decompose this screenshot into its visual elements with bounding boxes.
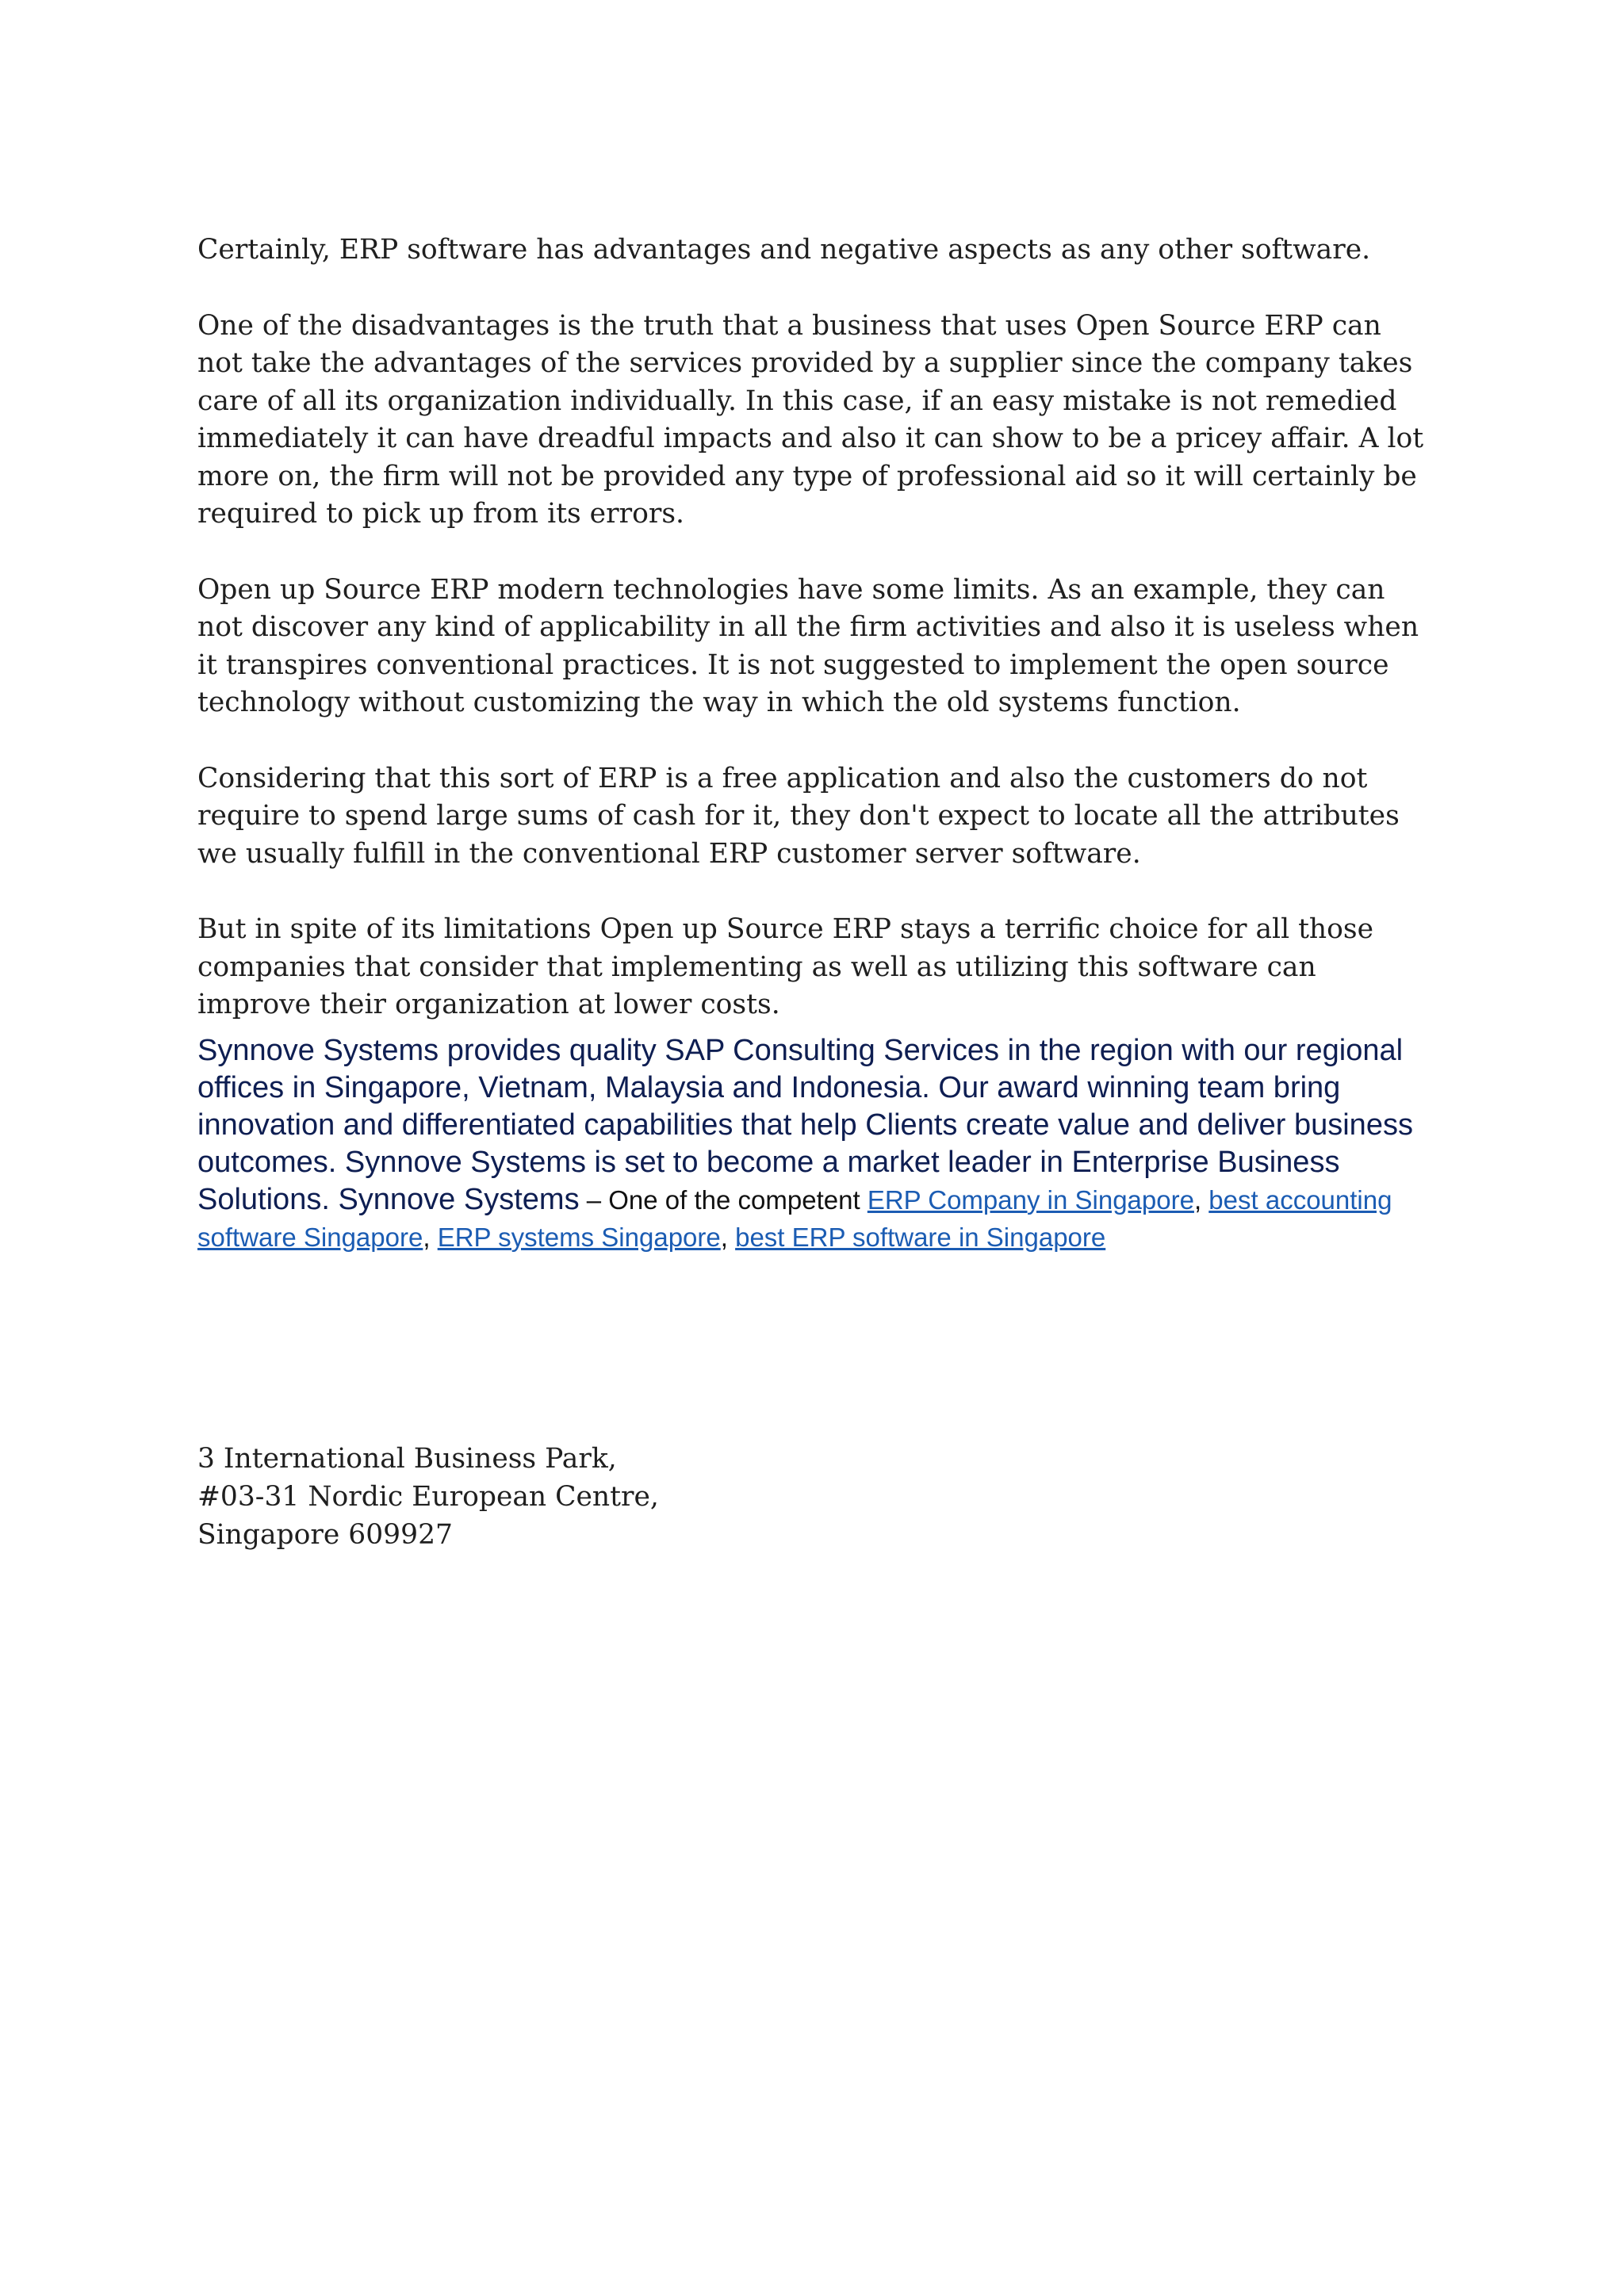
link-separator: , [720,1222,736,1252]
paragraph-free-application: Considering that this sort of ERP is a free application and also the customers do not require to spend large sums of cash for it, they don't expect to locate all the attributes we usually fulfill in the conventional ERP customer server software. [197,762,1400,870]
link-best-erp-software[interactable]: best ERP software in Singapore [735,1222,1106,1252]
address-line-3: Singapore 609927 [197,1519,453,1551]
address-line-1: 3 International Business Park, [197,1443,617,1475]
link-erp-systems-singapore[interactable]: ERP systems Singapore [437,1222,721,1252]
link-separator: , [1193,1184,1209,1215]
promo-text: Synnove Systems provides quality SAP Consulting Services in the region with our regional offices in Singapore, Vietnam, Malaysia and Indonesia. Our award winning team bring innovation and differentiated capabilities that help Clients create value and deliver business outcomes. Synnove Systems is set to become a market leader in Enterprise Business Solutions. Synnove Systems [197,1033,1413,1216]
company-address [197,1440,659,1554]
link-erp-company-singapore[interactable]: ERP Company in Singapore [867,1184,1194,1215]
address-line-2: #03-31 Nordic European Centre, [197,1481,659,1513]
promo-paragraph [197,1032,1434,1256]
link-separator: , [423,1222,438,1252]
paragraph-intro: Certainly, ERP software has advantages and negative aspects as any other software. [197,234,1371,266]
paragraph-disadvantages: One of the disadvantages is the truth that a business that uses Open Source ERP can not take the advantages of the services provided by a supplier since the company takes care of all its organization individually. In this case, if an easy mistake is not remedied immediately it can have dreadful impacts and also it can show to be a pricey affair. A lot more on, the firm will not be provided any type of professional aid so it will certainly be required to pick up from its errors. [197,309,1424,530]
document-body [197,232,1434,1256]
paragraph-conclusion: But in spite of its limitations Open up Source ERP stays a terrific choice for all those companies that consider that implementing as well as utilizing this software can improve their organization at lower costs. [197,913,1374,1020]
promo-dash-text: – One of the competent [579,1184,868,1215]
paragraph-limits: Open up Source ERP modern technologies have some limits. As an example, they can not discover any kind of applicability in all the firm activities and also it is useless when it transpires conventional practices. It is not suggested to implement the open source technology without customizing the way in which the old systems function. [197,573,1419,718]
link-best-accounting-software[interactable]: best accounting software Singapore [197,1184,1392,1252]
